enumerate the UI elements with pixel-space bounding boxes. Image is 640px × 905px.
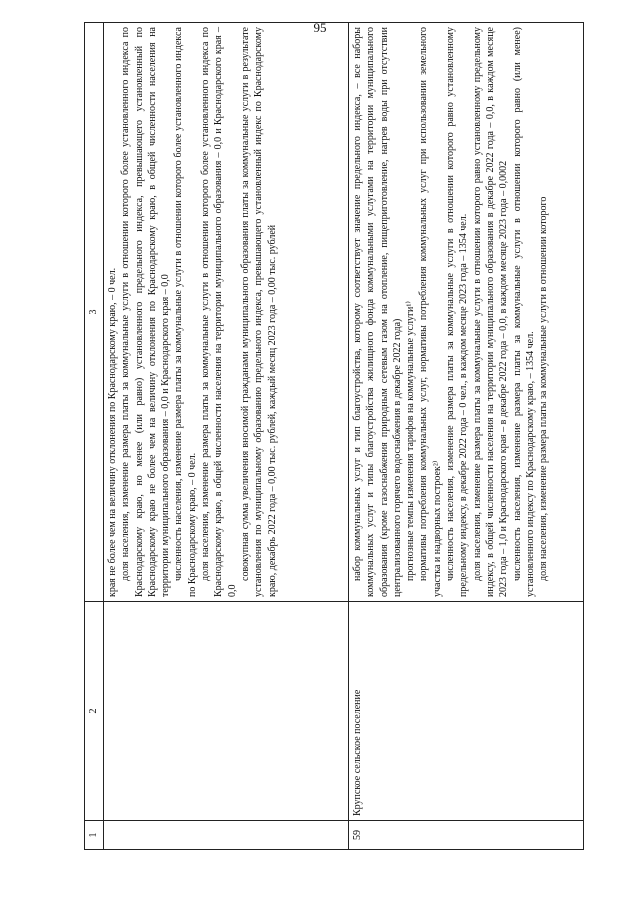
header-col-1: 1 bbox=[85, 821, 104, 850]
detail-line: прогнозные темпы изменения тарифов на коммунальные услуги¹⁾ bbox=[405, 301, 417, 581]
municipality-name: Крупское сельское поселение bbox=[349, 602, 584, 821]
row-details bbox=[104, 23, 349, 602]
detail-line: края не более чем на величину отклонения по Краснодарскому краю, – 0 чел. bbox=[107, 267, 118, 597]
detail-line: совокупная сумма увеличения вносимой гражданами муниципального образования платы за коммунальные услуги в результате установления по муниципальному образованию предельного индекса, превышающего установленный индекс по Краснодарскому краю, декабрь 2022 года – 0,00 тыс. рублей, каждый месяц 2023 года – 0,00 тыс. рублей bbox=[239, 27, 278, 597]
detail-line: численность населения, изменение размера платы за коммунальные услуги в отношении которого равно (или менее) установленного индексу по Краснодарскому краю, – 1354 чел. bbox=[511, 27, 536, 597]
table-row bbox=[104, 23, 349, 850]
detail-line: доля населения, изменение размера платы за коммунальные услуги в отношении которого равно установленному предельному индексу, в общей численности населения на территории муниципального образования в декабре 2022 года – 0,0, в каждом месяце 2023 года – 1,0 и Краснодарского края – в декабре 2022 года – 0,0, в каждом месяце 2023 года – 0,0002 bbox=[471, 27, 510, 597]
row-number bbox=[104, 821, 349, 850]
detail-line: нормативы потребления коммунальных услуг, нормативы потребления коммунальных услуг при использовании земельного участка и надворных построек²⁾ bbox=[418, 27, 443, 597]
detail-line: доля населения, изменение размера платы за коммунальные услуги в отношении которого более установленного индекса по Краснодарскому краю, но менее (или равно) установленного предельного индекса, превышающего установленный по Краснодарскому краю не более чем на величину отклонения по Краснодарскому краю, в общей численности населения на территории муниципального образования – 0,0 и Краснодарского края – 0,0 bbox=[120, 27, 172, 597]
table-row bbox=[349, 23, 584, 850]
indices-table bbox=[84, 22, 584, 850]
header-row bbox=[85, 23, 104, 850]
detail-line: численность населения, изменение размера платы за коммунальные услуги в отношении которого равно установленному предельному индексу, в декабре 2022 года – 0 чел., в каждом месяце 2023 года – 1354 чел. bbox=[445, 27, 470, 597]
detail-line: численность населения, изменение размера платы за коммунальные услуги в отношении которого более установленного индекса по Краснодарскому краю, – 0 чел. bbox=[173, 27, 198, 597]
municipality-name bbox=[104, 602, 349, 821]
header-col-3: 3 bbox=[85, 23, 104, 602]
header-col-2: 2 bbox=[85, 602, 104, 821]
detail-line: доля населения, изменение размера платы за коммунальные услуги в отношении которого bbox=[538, 196, 550, 581]
detail-line: набор коммунальных услуг и тип благоустройства, которому соответствует значение предельного индекса, – все наборы коммунальных услуг и типы благоустройства жилищного фонда коммунальными услугами на территории муниципального образования (кроме газоснабжения природным сетевым газом на отопление, пищеприготовление, нагрев воды при отсутствии централизованного горячего водоснабжения в декабре 2022 года) bbox=[352, 27, 403, 597]
row-number: 59 bbox=[349, 821, 584, 850]
page-number: 95 bbox=[313, 20, 327, 35]
detail-line: доля населения, изменение размера платы за коммунальные услуги в отношении которого более установленного индекса по Краснодарскому краю, в общей численности населения на территории муниципального образования – 0,0 и Краснодарского края – 0,0 bbox=[200, 27, 238, 597]
row-details bbox=[349, 23, 584, 602]
